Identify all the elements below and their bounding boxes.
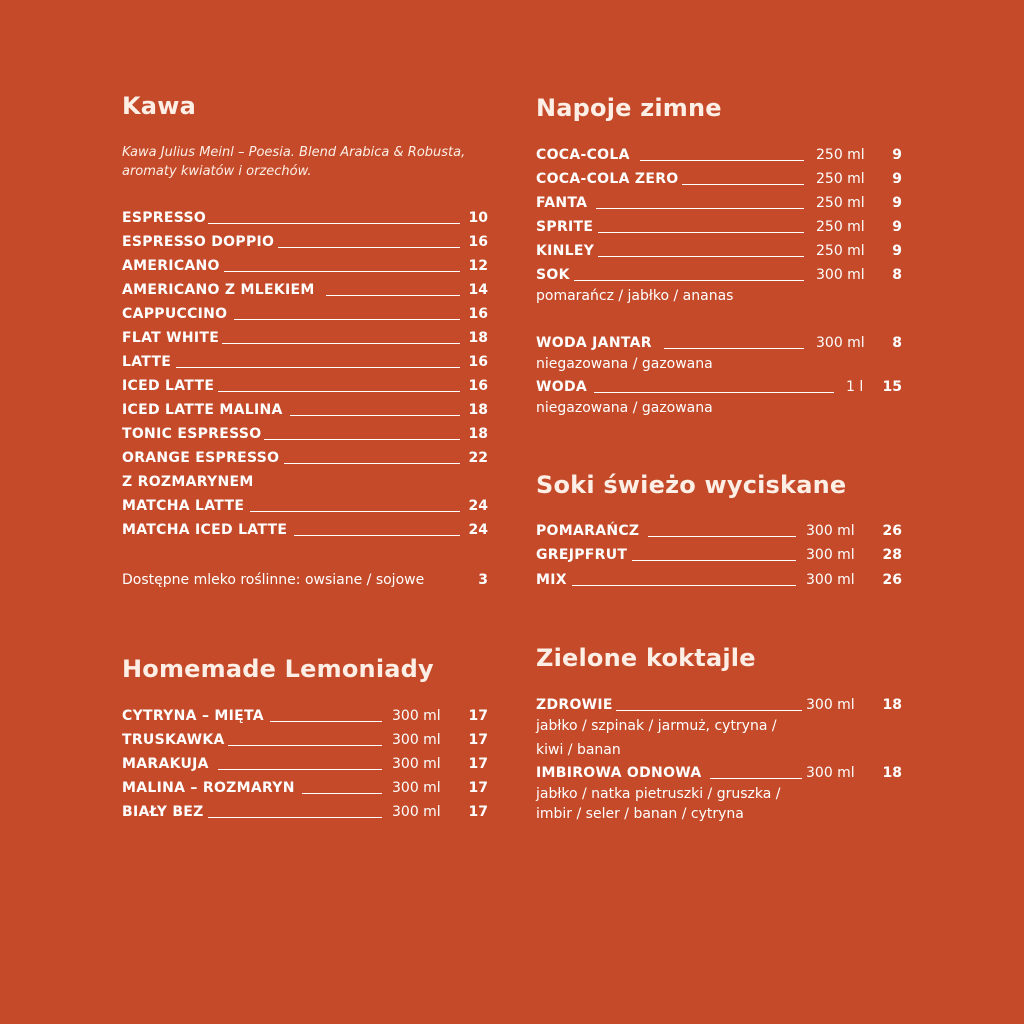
item-volume: 300 ml bbox=[816, 267, 865, 283]
item-price: 9 bbox=[892, 147, 902, 163]
leader-line bbox=[574, 280, 804, 281]
item-price: 18 bbox=[468, 426, 488, 442]
item-volume: 300 ml bbox=[392, 732, 441, 748]
kawa-item-orange-espresso bbox=[122, 448, 488, 468]
napoje-item-fanta bbox=[536, 193, 902, 213]
item-volume: 250 ml bbox=[816, 171, 865, 187]
item-price: 17 bbox=[468, 780, 488, 796]
kawa-item-espresso-doppio bbox=[122, 232, 488, 252]
napoje-item-woda bbox=[536, 377, 902, 397]
kawa-item-latte bbox=[122, 352, 488, 372]
leader-line bbox=[596, 208, 804, 209]
item-name: WODA bbox=[536, 379, 587, 395]
item-price: 28 bbox=[882, 547, 902, 563]
leader-line bbox=[640, 160, 804, 161]
koktajle-item-zdrowie bbox=[536, 695, 902, 715]
soki-heading: Soki świeżo wyciskane bbox=[536, 471, 847, 499]
item-price: 17 bbox=[468, 756, 488, 772]
item-name: ICED LATTE MALINA bbox=[122, 402, 283, 418]
item-volume: 250 ml bbox=[816, 219, 865, 235]
item-volume: 300 ml bbox=[816, 335, 865, 351]
leader-line bbox=[234, 319, 460, 320]
item-price: 18 bbox=[468, 402, 488, 418]
leader-line bbox=[294, 535, 460, 536]
leader-line bbox=[572, 585, 796, 586]
item-name: COCA-COLA bbox=[536, 147, 630, 163]
milk-note bbox=[122, 570, 488, 590]
item-price: 9 bbox=[892, 243, 902, 259]
item-price: 22 bbox=[468, 450, 488, 466]
sok-description: pomarańcz / jabłko / ananas bbox=[536, 288, 734, 304]
item-name: SPRITE bbox=[536, 219, 594, 235]
napoje-item-sprite bbox=[536, 217, 902, 237]
kawa-intro-line2: aromaty kwiatów i orzechów. bbox=[122, 164, 312, 179]
lemoniada-item-cytryna-mieta bbox=[122, 706, 488, 726]
item-name: MARAKUJA bbox=[122, 756, 209, 772]
item-price: 16 bbox=[468, 306, 488, 322]
item-name: IMBIROWA ODNOWA bbox=[536, 765, 702, 781]
leader-line bbox=[224, 271, 460, 272]
leader-line bbox=[218, 391, 460, 392]
kawa-item-cappuccino bbox=[122, 304, 488, 324]
leader-line bbox=[598, 232, 804, 233]
kawa-item-tonic-espresso bbox=[122, 424, 488, 444]
item-volume: 300 ml bbox=[392, 804, 441, 820]
item-name: MATCHA LATTE bbox=[122, 498, 245, 514]
leader-line bbox=[250, 511, 460, 512]
item-volume: 300 ml bbox=[392, 708, 441, 724]
item-price: 16 bbox=[468, 378, 488, 394]
item-price: 18 bbox=[882, 765, 902, 781]
item-volume: 300 ml bbox=[806, 572, 855, 588]
item-name: SOK bbox=[536, 267, 570, 283]
item-price: 17 bbox=[468, 732, 488, 748]
soki-item-grejpfrut bbox=[536, 545, 902, 565]
item-volume: 250 ml bbox=[816, 195, 865, 211]
leader-line bbox=[284, 463, 460, 464]
item-name: GREJPFRUT bbox=[536, 547, 628, 563]
item-price: 24 bbox=[468, 498, 488, 514]
milk-note-text: Dostępne mleko roślinne: owsiane / sojowe bbox=[122, 572, 425, 588]
item-name: TONIC ESPRESSO bbox=[122, 426, 262, 442]
item-name: FLAT WHITE bbox=[122, 330, 220, 346]
napoje-item-coca-cola bbox=[536, 145, 902, 165]
leader-line bbox=[208, 223, 460, 224]
leader-line bbox=[616, 710, 802, 711]
item-volume: 300 ml bbox=[392, 756, 441, 772]
item-name: ESPRESSO DOPPIO bbox=[122, 234, 275, 250]
item-name: TRUSKAWKA bbox=[122, 732, 225, 748]
kawa-item-iced-latte bbox=[122, 376, 488, 396]
zdrowie-description-line1: jabłko / szpinak / jarmuż, cytryna / bbox=[536, 718, 777, 734]
item-name: CYTRYNA – MIĘTA bbox=[122, 708, 264, 724]
item-volume: 300 ml bbox=[806, 765, 855, 781]
leader-line bbox=[682, 184, 804, 185]
kawa-item-espresso bbox=[122, 208, 488, 228]
item-name: ZDROWIE bbox=[536, 697, 613, 713]
koktajle-heading: Zielone koktajle bbox=[536, 644, 756, 672]
item-price: 18 bbox=[882, 697, 902, 713]
kawa-item-matcha-latte bbox=[122, 496, 488, 516]
imbirowa-description-line1: jabłko / natka pietruszki / gruszka / bbox=[536, 786, 781, 802]
leader-line bbox=[264, 439, 460, 440]
item-volume: 300 ml bbox=[806, 523, 855, 539]
item-name: CAPPUCCINO bbox=[122, 306, 228, 322]
item-volume: 300 ml bbox=[806, 547, 855, 563]
woda-description: niegazowana / gazowana bbox=[536, 400, 713, 416]
soki-item-pomarancz bbox=[536, 521, 902, 541]
item-price: 26 bbox=[882, 572, 902, 588]
leader-line bbox=[648, 536, 796, 537]
item-price: 9 bbox=[892, 171, 902, 187]
leader-line bbox=[632, 560, 796, 561]
soki-item-mix bbox=[536, 570, 902, 590]
woda-jantar-description: niegazowana / gazowana bbox=[536, 356, 713, 372]
item-price: 8 bbox=[892, 335, 902, 351]
kawa-item-iced-latte-malina bbox=[122, 400, 488, 420]
lemoniady-heading: Homemade Lemoniady bbox=[122, 655, 434, 683]
item-name: BIAŁY BEZ bbox=[122, 804, 204, 820]
item-name: LATTE bbox=[122, 354, 172, 370]
kawa-item-orange-sub bbox=[122, 472, 488, 492]
item-price: 15 bbox=[882, 379, 902, 395]
leader-line bbox=[176, 367, 460, 368]
item-volume: 1 l bbox=[846, 379, 864, 395]
kawa-intro bbox=[122, 143, 492, 181]
item-name: ICED LATTE bbox=[122, 378, 215, 394]
koktajle-item-imbirowa-odnowa bbox=[536, 763, 902, 783]
item-name: ESPRESSO bbox=[122, 210, 207, 226]
lemoniada-item-truskawka bbox=[122, 730, 488, 750]
leader-line bbox=[218, 769, 382, 770]
item-volume: 250 ml bbox=[816, 243, 865, 259]
item-price: 26 bbox=[882, 523, 902, 539]
item-price: 14 bbox=[468, 282, 488, 298]
kawa-intro-line1: Kawa Julius Meinl – Poesia. Blend Arabica & Robusta, bbox=[122, 145, 466, 160]
item-price: 16 bbox=[468, 234, 488, 250]
napoje-item-sok bbox=[536, 265, 902, 285]
item-price: 8 bbox=[892, 267, 902, 283]
leader-line bbox=[326, 295, 460, 296]
item-name-continued: Z ROZMARYNEM bbox=[122, 474, 254, 490]
kawa-item-americano-z-mlekiem bbox=[122, 280, 488, 300]
milk-note-price: 3 bbox=[478, 572, 488, 588]
item-price: 12 bbox=[468, 258, 488, 274]
napoje-item-woda-jantar bbox=[536, 333, 902, 353]
leader-line bbox=[290, 415, 460, 416]
leader-line bbox=[594, 392, 834, 393]
napoje-heading: Napoje zimne bbox=[536, 94, 722, 122]
item-volume: 300 ml bbox=[806, 697, 855, 713]
leader-line bbox=[270, 721, 382, 722]
item-name: MATCHA ICED LATTE bbox=[122, 522, 288, 538]
zdrowie-description-line2: kiwi / banan bbox=[536, 742, 621, 758]
leader-line bbox=[278, 247, 460, 248]
leader-line bbox=[222, 343, 460, 344]
item-price: 9 bbox=[892, 195, 902, 211]
leader-line bbox=[208, 817, 382, 818]
item-name: FANTA bbox=[536, 195, 588, 211]
lemoniada-item-malina-rozmaryn bbox=[122, 778, 488, 798]
item-name: ORANGE ESPRESSO bbox=[122, 450, 280, 466]
item-price: 18 bbox=[468, 330, 488, 346]
item-price: 16 bbox=[468, 354, 488, 370]
item-name: MALINA – ROZMARYN bbox=[122, 780, 295, 796]
leader-line bbox=[598, 256, 804, 257]
item-name: POMARAŃCZ bbox=[536, 523, 640, 539]
item-name: KINLEY bbox=[536, 243, 595, 259]
item-price: 17 bbox=[468, 804, 488, 820]
leader-line bbox=[228, 745, 382, 746]
leader-line bbox=[710, 778, 802, 779]
kawa-item-americano bbox=[122, 256, 488, 276]
napoje-item-kinley bbox=[536, 241, 902, 261]
item-price: 9 bbox=[892, 219, 902, 235]
imbirowa-description-line2: imbir / seler / banan / cytryna bbox=[536, 806, 744, 822]
item-name: MIX bbox=[536, 572, 567, 588]
kawa-item-flat-white bbox=[122, 328, 488, 348]
lemoniada-item-bialy-bez bbox=[122, 802, 488, 822]
item-volume: 300 ml bbox=[392, 780, 441, 796]
item-price: 10 bbox=[468, 210, 488, 226]
lemoniada-item-marakuja bbox=[122, 754, 488, 774]
leader-line bbox=[664, 348, 804, 349]
item-name: AMERICANO Z MLEKIEM bbox=[122, 282, 315, 298]
item-name: COCA-COLA ZERO bbox=[536, 171, 679, 187]
napoje-item-coca-cola-zero bbox=[536, 169, 902, 189]
kawa-heading: Kawa bbox=[122, 92, 196, 120]
item-price: 17 bbox=[468, 708, 488, 724]
item-price: 24 bbox=[468, 522, 488, 538]
item-name: AMERICANO bbox=[122, 258, 220, 274]
leader-line bbox=[302, 793, 382, 794]
item-volume: 250 ml bbox=[816, 147, 865, 163]
kawa-item-matcha-iced-latte bbox=[122, 520, 488, 540]
item-name: WODA JANTAR bbox=[536, 335, 652, 351]
